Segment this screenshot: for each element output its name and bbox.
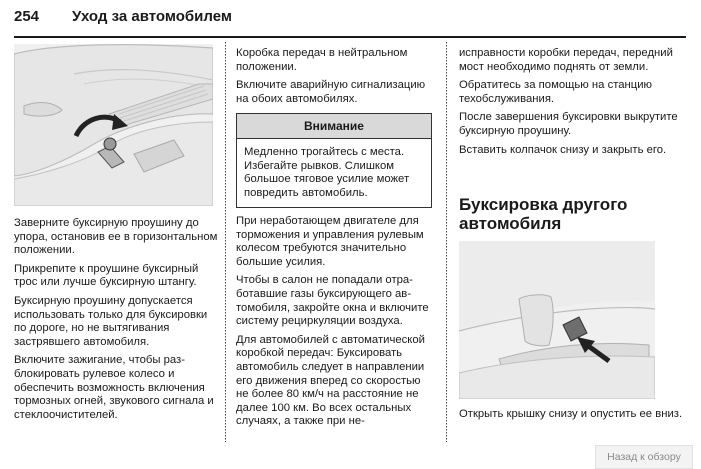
paragraph: Коробка передач в нейтральном положении. — [236, 47, 408, 73]
warning-title: Внимание — [237, 114, 431, 139]
section-heading: Буксировка другого автомобиля — [459, 195, 628, 233]
caption-text: Открыть крышку снизу и опустить ее вниз. — [459, 408, 683, 420]
paragraph: Вставить колпачок снизу и закрыть его. — [459, 143, 667, 156]
column-divider-2 — [446, 42, 447, 442]
paragraph: Включите зажигание, чтобы разблокировать рулевое колесо и обеспечить возможность включения тормозных огней, звукового сигнала и стеклоочистителей. — [14, 354, 214, 421]
paragraph: Обратитесь за помощью на станцию техобслуживания. — [459, 79, 653, 105]
column-3-text — [459, 47, 684, 162]
paragraph: Чтобы в салон не попадали отработавшие газы буксирующего автомобиля, закройте окна и включите систему рециркуляции воздуха. — [236, 274, 429, 328]
paragraph: При неработающем двигателе для торможения и управления рулевым колесом требуются значительно большие усилия. — [236, 215, 424, 268]
page-title: Уход за автомобилем — [72, 8, 232, 25]
paragraph: Заверните буксирную проушину до упора, остановив ее в горизонтальном положении. — [14, 217, 218, 257]
page-header — [14, 4, 686, 34]
paragraph: После завершения буксировки выкрутите буксирную проушину. — [459, 111, 678, 137]
paragraph: Буксирную проушину допускается использовать только для буксировки по дороге, но не вытягивания застрявшего автомобиля. — [14, 294, 208, 348]
towing-eye-illustration — [14, 44, 213, 206]
warning-text: Медленно трогайтесь с места. Избегайте рывков. Слишком большое тяговое усилие может повредить автомобиль. — [244, 146, 410, 199]
page-number: 254 — [14, 8, 40, 25]
paragraph: Для автомобилей с автоматической коробкой передач: Буксировать автомобиль следует в направлении его движения вперед со скоростью не более 80 км/ч на расстояние не далее 100 км. Во всех остальных случаях, а также при не- — [236, 333, 425, 428]
bumper-cover-illustration — [459, 241, 655, 399]
column-2-text-bottom — [236, 215, 436, 434]
header-rule — [14, 36, 686, 38]
figure-caption — [459, 408, 684, 427]
paragraph: исправности коробки передач, передний мост необходимо поднять от земли. — [459, 47, 673, 73]
paragraph: Включите аварийную сигнализацию на обоих автомобилях. — [236, 79, 426, 105]
back-to-overview-button[interactable]: Назад к обзору — [595, 445, 693, 469]
column-1-text — [14, 217, 219, 427]
column-divider-1 — [225, 42, 226, 442]
warning-box — [236, 113, 432, 208]
paragraph: Прикрепите к проушине буксирный трос или лучше буксирную штангу. — [14, 262, 199, 289]
column-2-text-top — [236, 47, 436, 111]
